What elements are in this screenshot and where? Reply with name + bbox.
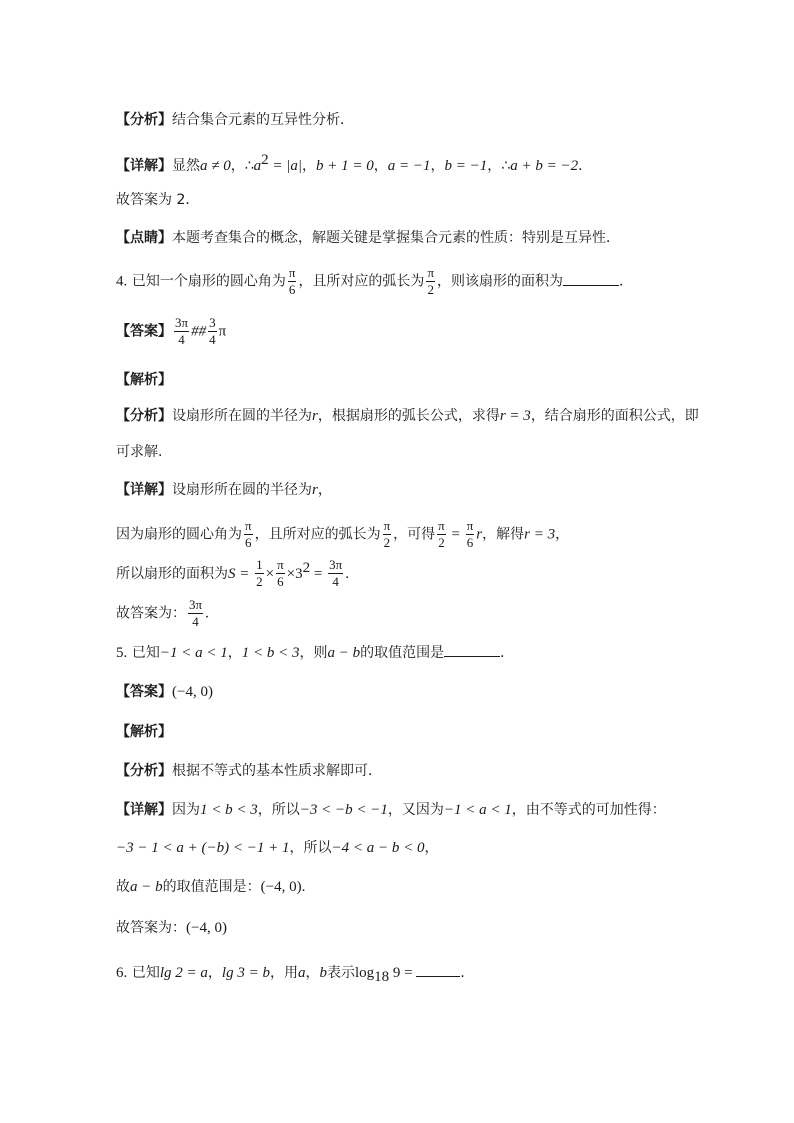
q6-text: ． <box>460 965 475 981</box>
detail-tag: 【详解】 <box>116 482 172 498</box>
q5-math: (−4, 0) <box>260 879 302 895</box>
q4-text: 设扇形所在圆的半径为 <box>172 408 312 424</box>
q5-math: −3 < −b < −1 <box>299 802 388 818</box>
q5-math: 1 < b < 3 <box>241 645 300 661</box>
q4-math: S = <box>228 565 254 582</box>
q3-math: = |a| <box>268 157 303 174</box>
q5-text: 因为 <box>172 802 200 818</box>
q6-math: log <box>354 965 375 981</box>
q6-math: b <box>319 965 327 981</box>
q3-math: b = −1 <box>444 157 488 174</box>
solution-tag: 【解析】 <box>116 372 172 388</box>
fraction: $\frac{\pi}{6}$ <box>277 557 284 590</box>
q3-remark-text: 本题考查集合的概念，解题关键是掌握集合元素的性质：特别是互异性． <box>172 230 620 246</box>
q4-text: ，则该扇形的面积为 <box>437 273 564 290</box>
q4-detail-line <box>116 480 332 500</box>
fraction: $\frac{\pi}{6}$ <box>466 518 474 550</box>
q5-question <box>116 642 514 663</box>
q5-detail-line2 <box>116 838 438 858</box>
analysis-tag: 【分析】 <box>116 408 172 424</box>
answer-tag: 【答案】 <box>116 684 172 700</box>
q5-analysis-text: 根据不等式的基本性质求解即可． <box>172 763 382 779</box>
q6-text: ， <box>207 965 222 981</box>
q5-math: (−4, 0) <box>186 920 227 936</box>
fraction: $\frac{3\pi}{4}$ <box>329 557 343 590</box>
period: . <box>205 605 209 622</box>
q4-text: 设扇形所在圆的半径为 <box>172 482 312 498</box>
q3-detail-text: ，∴ <box>487 157 511 174</box>
detail-tag: 【详解】 <box>116 802 172 818</box>
remark-tag: 【点睛】 <box>116 230 172 246</box>
period: . <box>345 565 349 582</box>
fraction: $\frac{\pi}{6}$ <box>245 518 252 550</box>
q5-math: −1 < a < 1 <box>443 802 512 818</box>
q4-math: r = 3 <box>524 526 556 543</box>
pi-symbol: π <box>218 323 227 340</box>
q4-solution-tag <box>116 370 172 390</box>
q5-text: ，则 <box>299 645 328 661</box>
q5-text: 故 <box>116 879 130 895</box>
q4-text: ， <box>317 482 332 498</box>
q4-text: ，且所对应的弧长为 <box>254 526 381 543</box>
q5-text: 故答案为： <box>116 920 186 936</box>
q3-detail-text: 显然 <box>172 157 200 174</box>
q4-math-sup: 2 <box>302 560 311 576</box>
fraction: $\frac{3\pi}{4}$ <box>175 315 189 347</box>
q6-math: lg 2 = a <box>159 965 208 981</box>
q4-text: 所以扇形的面积为 <box>116 565 228 582</box>
q3-detail-text: ， <box>373 157 388 174</box>
q3-detail-text: ， <box>302 157 317 174</box>
analysis-tag: 【分析】 <box>116 763 172 779</box>
q6-math: a <box>297 965 306 981</box>
q6-text: ， <box>305 965 320 981</box>
solution-tag: 【解析】 <box>116 724 172 740</box>
q4-math: r <box>476 526 483 543</box>
fraction: $\frac{\pi}{2}$ <box>427 265 435 297</box>
q5-text: 的取值范围是： <box>162 879 261 895</box>
answer-blank <box>444 642 500 657</box>
q4-text: ，且所对应的弧长为 <box>298 273 425 290</box>
q3-math-sup: 2 <box>261 152 269 168</box>
q6-text: 表示 <box>326 965 355 981</box>
q5-text: ，所以 <box>289 840 332 856</box>
answer-blank <box>416 962 460 977</box>
detail-tag: 【详解】 <box>116 157 172 174</box>
fraction: $\frac{\pi}{2}$ <box>383 518 391 550</box>
q4-text: 故答案为： <box>116 605 186 622</box>
q4-math: r <box>312 482 318 498</box>
q6-question <box>116 962 474 987</box>
q6-math: 9 = <box>389 965 417 981</box>
analysis-tag: 【分析】 <box>116 112 172 128</box>
q3-remark-line <box>116 228 620 248</box>
q4-text: ，结合扇形的面积公式，即 <box>530 408 699 424</box>
q3-math: a = −1 <box>387 157 431 174</box>
q5-text: ，所以 <box>257 802 300 818</box>
q4-math: r <box>312 408 318 424</box>
q5-answer-value: (−4, 0) <box>172 684 213 700</box>
q4-question <box>116 266 633 297</box>
q5-text: ． <box>500 645 515 661</box>
fraction: $\frac{3}{4}$ <box>209 315 216 347</box>
q4-math: r = 3 <box>499 408 531 424</box>
q4-analysis-line <box>116 406 699 426</box>
q4-analysis-cont: 可求解. <box>116 444 163 460</box>
fraction: $\frac{3\pi}{4}$ <box>189 597 203 629</box>
q3-detail-text: ， <box>430 157 445 174</box>
q5-math: −3 − 1 < a + (−b) < −1 + 1 <box>116 840 290 856</box>
q5-math: a − b <box>130 879 163 895</box>
q3-math: a <box>253 157 262 174</box>
question-number: 6. <box>116 965 128 981</box>
q5-math: a − b <box>327 645 361 661</box>
q3-conclusion: 故答案为 2． <box>116 192 200 208</box>
q3-detail-text: ． <box>578 157 593 174</box>
q4-text: ，解得 <box>482 526 525 543</box>
q4-math: ×3 <box>286 565 303 582</box>
q5-analysis-line <box>116 761 382 781</box>
q4-answer-line <box>116 316 226 347</box>
q5-text: ， <box>227 645 242 661</box>
q4-text: 因为扇形的圆心角为 <box>116 526 242 543</box>
q5-answer-line <box>116 682 213 702</box>
q5-detail-line3 <box>116 877 305 897</box>
question-number: 4. <box>116 273 128 290</box>
q3-math: a + b = −2 <box>510 157 579 174</box>
period: . <box>301 879 306 895</box>
q3-math: b + 1 = 0 <box>316 157 374 174</box>
q3-math: a ≠ 0 <box>200 157 231 174</box>
fraction: $\frac{\pi}{6}$ <box>288 265 296 297</box>
q3-analysis-text: 结合集合元素的互异性分析． <box>172 112 354 128</box>
q5-text: 已知 <box>131 645 160 661</box>
q4-detail-line2 <box>116 519 569 550</box>
q5-math: −4 < a − b < 0 <box>331 840 425 856</box>
q5-text: ，由不等式的可加性得： <box>511 802 666 818</box>
q4-detail-line3 <box>116 558 349 589</box>
q6-text: 已知 <box>131 965 160 981</box>
answer-separator: ## <box>191 323 207 340</box>
q4-conclusion <box>116 598 209 629</box>
fraction: $\frac{\pi}{2}$ <box>438 518 445 550</box>
q3-analysis-line <box>116 110 354 130</box>
q4-text: 已知一个扇形的圆心角为 <box>131 273 286 290</box>
q4-text: ． <box>619 273 634 290</box>
fraction: $\frac{1}{2}$ <box>256 557 263 590</box>
equals-sign: = <box>447 526 464 543</box>
q6-math: lg 3 = b <box>221 965 270 981</box>
answer-tag: 【答案】 <box>116 323 172 340</box>
q4-text: ，可得 <box>393 526 436 543</box>
answer-blank <box>563 271 619 286</box>
question-number: 5. <box>116 645 128 661</box>
q5-text: ， <box>424 840 439 856</box>
q4-text: ， <box>555 526 570 543</box>
q3-detail-line <box>116 150 592 176</box>
q5-conclusion <box>116 918 227 938</box>
q5-text: ，又因为 <box>387 802 444 818</box>
q5-solution-tag <box>116 722 172 742</box>
q6-math-sub: 18 <box>374 968 390 985</box>
times-sign: × <box>265 565 275 582</box>
q6-text: ，用 <box>269 965 298 981</box>
q5-math: −1 < a < 1 <box>159 645 228 661</box>
q5-math: 1 < b < 3 <box>200 802 258 818</box>
q5-detail-line <box>116 800 666 820</box>
equals-sign: = <box>310 565 327 582</box>
q3-detail-text: ，∴ <box>230 157 254 174</box>
q4-text: ，根据扇形的弧长公式，求得 <box>317 408 500 424</box>
q5-text: 的取值范围是 <box>360 645 445 661</box>
